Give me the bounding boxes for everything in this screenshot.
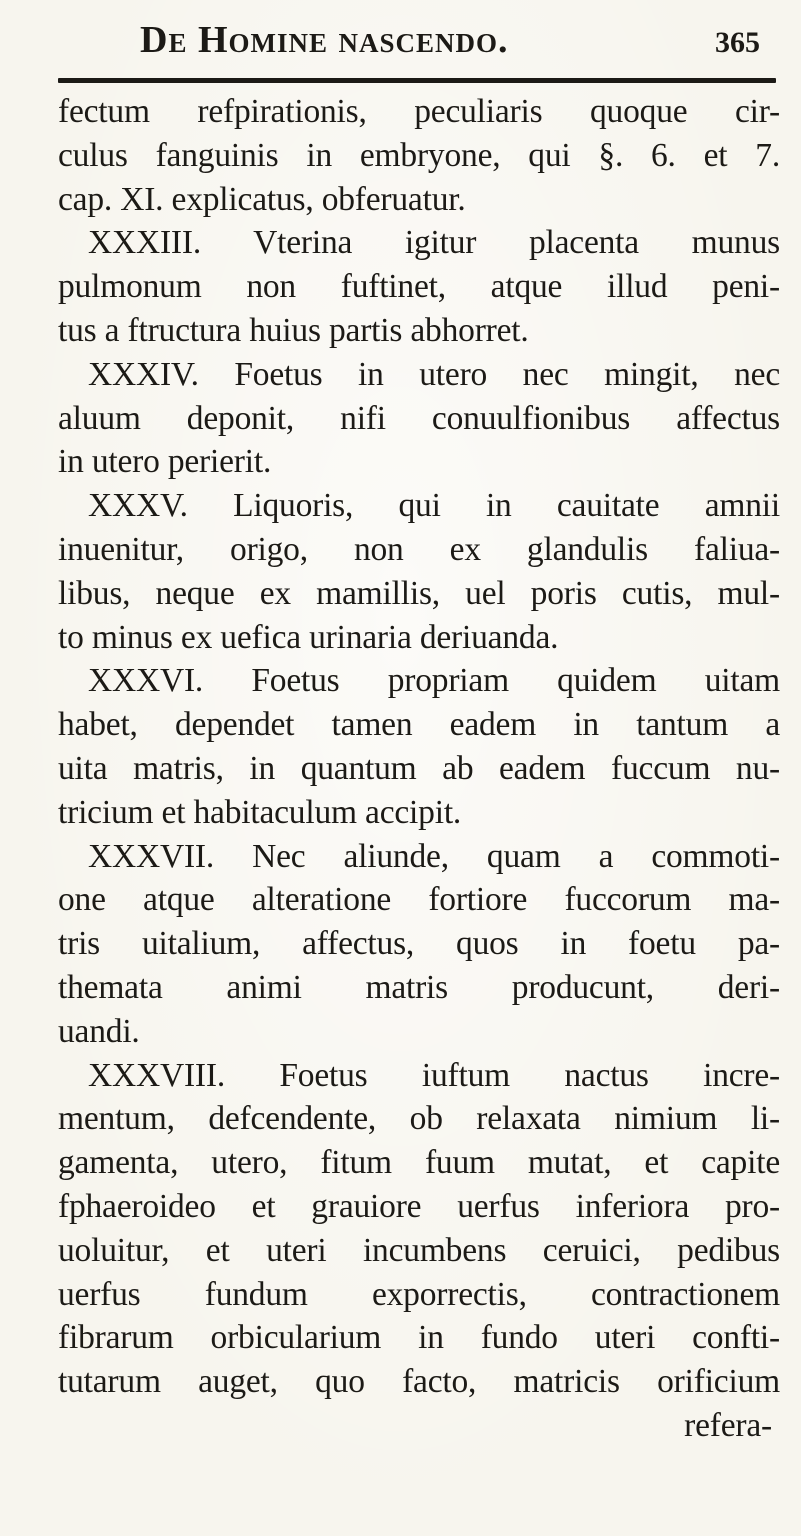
text-line: XXXVIII. Foetus iuftum nactus incre- <box>88 1056 780 1094</box>
text-line: themata animi matris producunt, deri- <box>58 968 780 1006</box>
text-line: to minus ex uefica urinaria deriuanda. <box>58 618 559 656</box>
text-line: tricium et habitaculum accipit. <box>58 793 462 831</box>
text-line: culus fanguinis in embryone, qui §. 6. et 7. <box>58 136 780 174</box>
text-line: gamenta, utero, fitum fuum mutat, et capite <box>58 1144 780 1182</box>
text-line: uita matris, in quantum ab eadem fuccum nu- <box>58 749 780 787</box>
body-text <box>58 90 780 1448</box>
text-line: fphaeroideo et grauiore uerfus inferiora pro- <box>58 1187 780 1225</box>
text-line: habet, dependet tamen eadem in tantum a <box>58 706 780 744</box>
text-line: libus, neque ex mamillis, uel poris cutis, mul- <box>58 574 780 612</box>
text-line: inuenitur, origo, non ex glandulis faliua- <box>58 530 780 568</box>
header-rule <box>58 78 776 83</box>
text-line: in utero perierit. <box>58 443 272 481</box>
text-line: XXXIII. Vterina igitur placenta munus <box>88 224 780 262</box>
text-line: pulmonum non fuftinet, atque illud peni- <box>58 268 780 306</box>
running-head <box>60 18 760 68</box>
text-line: tris uitalium, affectus, quos in foetu pa- <box>58 925 780 963</box>
text-line: XXXV. Liquoris, qui in cauitate amnii <box>88 487 780 525</box>
text-line: uerfus fundum exporrectis, contractionem <box>58 1275 780 1313</box>
text-line: fectum refpirationis, peculiaris quoque cir- <box>58 93 780 130</box>
text-line: cap. XI. explicatus, obferuatur. <box>58 180 466 218</box>
text-line: XXXIV. Foetus in utero nec mingit, nec <box>88 355 780 393</box>
text-line: aluum deponit, nifi conuulfionibus affectus <box>58 399 780 437</box>
text-line: XXXVI. Foetus propriam quidem uitam <box>88 662 780 700</box>
page-number: 365 <box>715 26 760 59</box>
text-line: XXXVII. Nec aliunde, quam a commoti- <box>88 837 780 875</box>
running-head-title: De Homine nascendo. <box>140 19 509 61</box>
text-line: one atque alteratione fortiore fuccorum ma- <box>58 881 780 919</box>
text-line: tutarum auget, quo facto, matricis orificium <box>58 1363 780 1401</box>
text-line: uoluitur, et uteri incumbens ceruici, pedibus <box>58 1231 780 1269</box>
catchword: refera- <box>684 1406 772 1444</box>
text-line: uandi. <box>58 1012 140 1050</box>
text-line: fibrarum orbicularium in fundo uteri confti- <box>58 1319 780 1357</box>
text-line: tus a ftructura huius partis abhorret. <box>58 311 529 349</box>
text-line: mentum, defcendente, ob relaxata nimium li- <box>58 1100 780 1138</box>
